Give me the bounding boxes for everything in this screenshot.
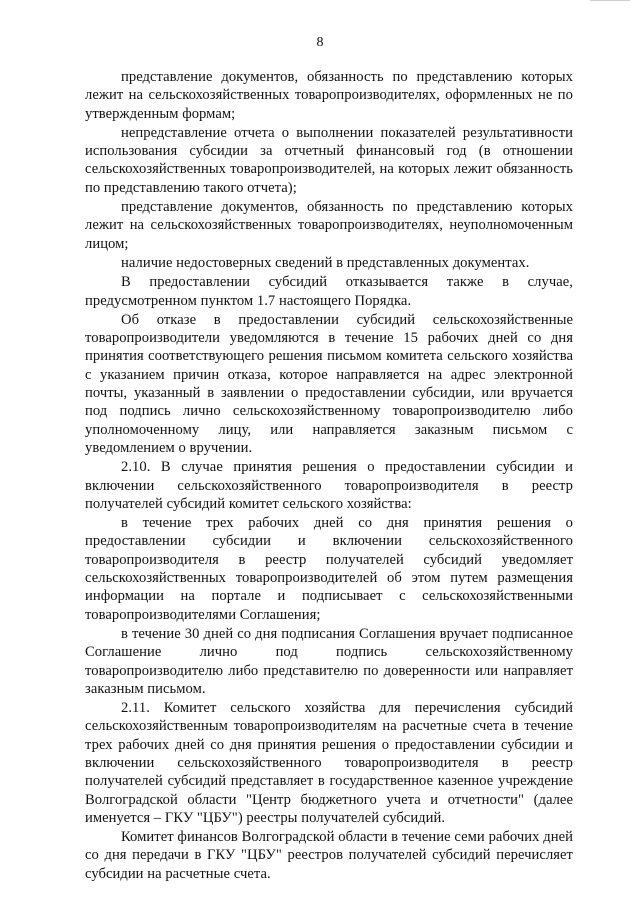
paragraph-document-not-approved-forms: представление документов, обязанность по представлению которых лежит на сельскохозяйственных товаропроизводителях, оформленных не по утвержденным формам; — [85, 69, 573, 122]
page-number: 8 — [316, 35, 324, 50]
paragraph-refusal-clause-1-7: В предоставлении субсидий отказывается также в случае, предусмотренном пунктом 1.7 настоящего Порядка. — [85, 274, 573, 309]
paragraph-report-not-submitted: непредставление отчета о выполнении показателей результативности использования субсидии за отчетный финансовый год (в отношении сельскохозяйственных товаропроизводителей, на которых лежит обязанность по представлению такого отчета); — [85, 124, 573, 196]
paragraph-unauthorized-person: представление документов, обязанность по представлению которых лежит на сельскохозяйственных товаропроизводителях, неуполномоченным лицом; — [85, 199, 573, 252]
paragraph-false-information: наличие недостоверных сведений в представленных документах. — [121, 254, 530, 271]
paragraph-three-days-notice: в течение трех рабочих дней со дня принятия решения о предоставлении субсидии и включении сельскохозяйственного товаропроизводителя в реестр получателей субсидий уведомляет сельскохозяйственных товаропроизводителей об этом путем размещения информации на портале и подписывает с сельскохозяйственными товаропроизводителями Соглашения; — [85, 515, 573, 623]
paragraph-section-2-11: 2.11. Комитет сельского хозяйства для перечисления субсидий сельскохозяйственным товаропроизводителям на расчетные счета в течение трех рабочих дней со дня принятия решения о предоставлении субсидии и включении сельскохозяйственного товаропроизводителя в реестр получателей субсидий представляет в государственное казенное учреждение Волгоградской области "Центр бюджетного учета и отчетности" (далее именуется – ГКУ "ЦБУ") реестры получателей субсидий. — [85, 700, 573, 826]
paragraph-finance-committee-transfer: Комитет финансов Волгоградской области в течение семи рабочих дней со дня передачи в ГКУ "ЦБУ" реестров получателей субсидий перечисляет субсидии на расчетные счета. — [85, 829, 573, 882]
paragraph-thirty-days-agreement: в течение 30 дней со дня подписания Соглашения вручает подписанное Соглашение лично под подпись сельскохозяйственному товаропроизводителю либо представителю по доверенности или направляет заказным письмом. — [85, 625, 573, 697]
scan-edge-mark — [590, 0, 630, 5]
paragraph-section-2-10: 2.10. В случае принятия решения о предоставлении субсидии и включении сельскохозяйственного товаропроизводителя в реестр получателей субсидий комитет сельского хозяйства: — [85, 459, 573, 512]
document-body — [85, 68, 573, 884]
paragraph-refusal-notification: Об отказе в предоставлении субсидий сельскохозяйственные товаропроизводители уведомляются в течение 15 рабочих дней со дня принятия соответствующего решения письмом комитета сельского хозяйства с указанием причин отказа, которое направляется на адрес электронной почты, указанный в заявлении о предоставлении субсидии, или вручается под подпись лично сельскохозяйственному товаропроизводителю либо уполномоченному лицу, или направляется заказным письмом с уведомлением о вручении. — [85, 311, 573, 456]
